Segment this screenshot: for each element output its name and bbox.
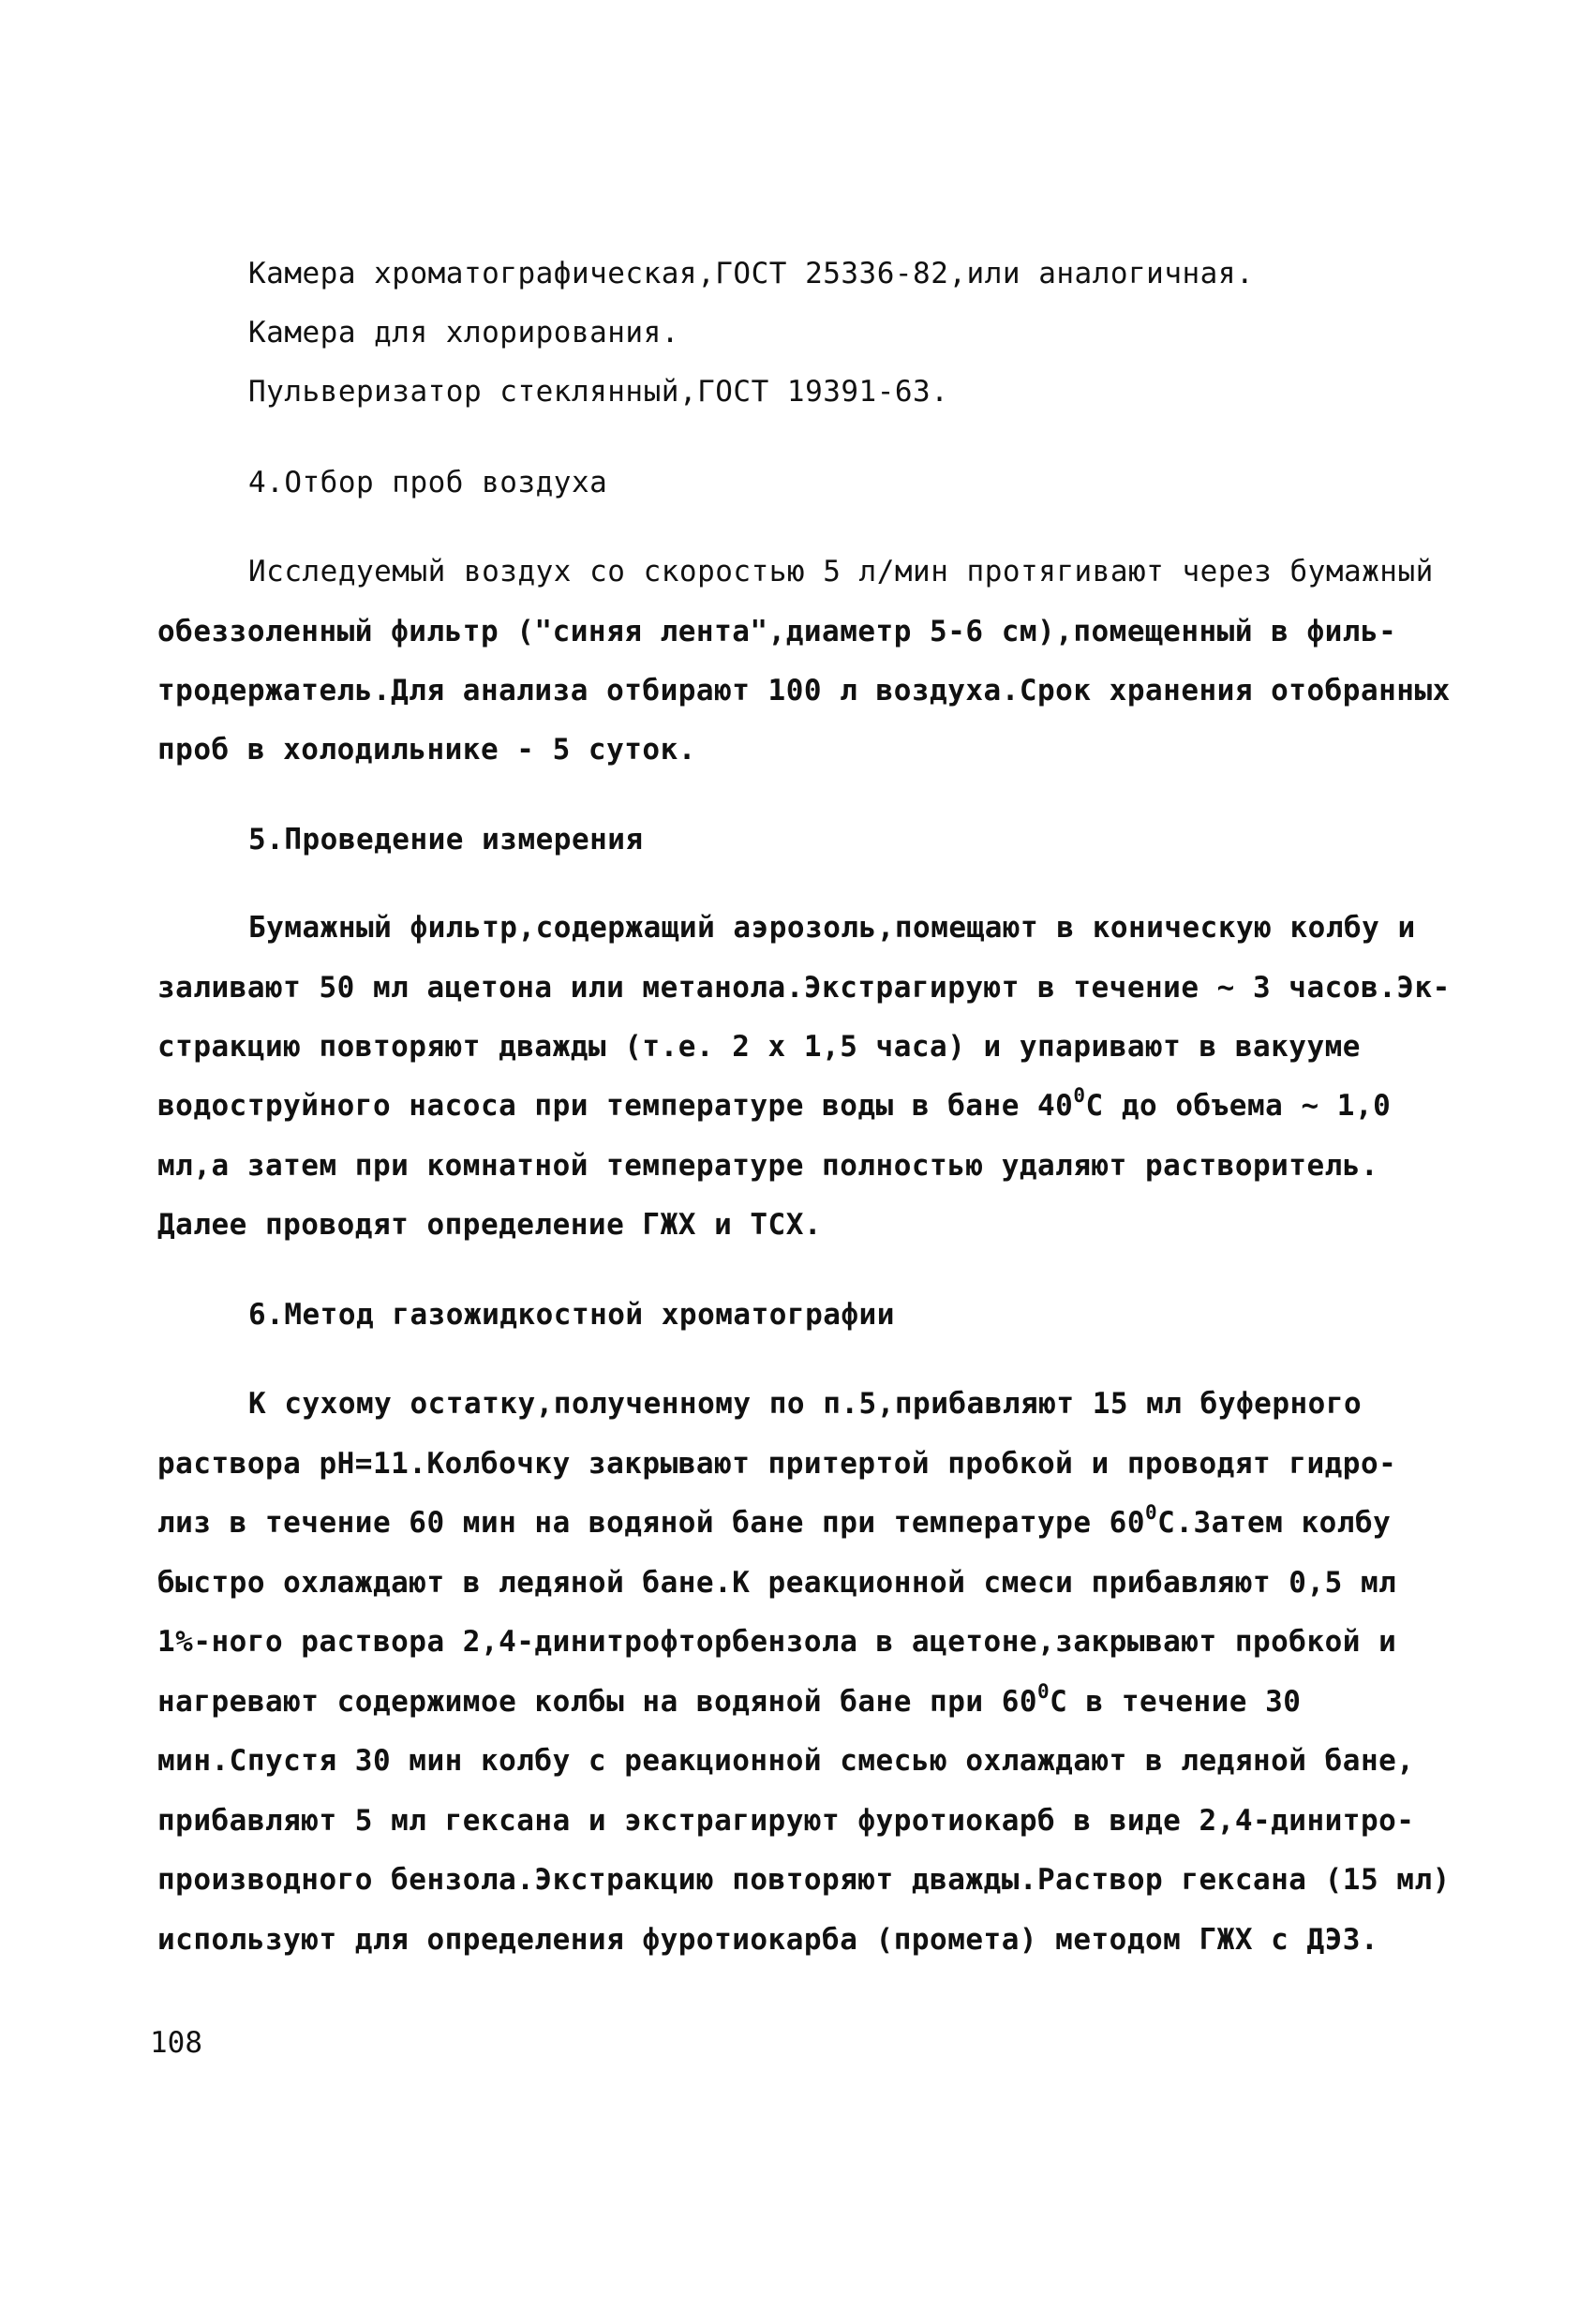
- section-6-line-10: используют для определения фуротиокарба (промета) методом ГЖХ с ДЭЗ.: [157, 1923, 1379, 1957]
- equipment-line-1: Камера хроматографическая,ГОСТ 25336-82,или аналогичная.: [248, 257, 1255, 290]
- section-6-line-6-end: С в течение 30: [1050, 1685, 1302, 1719]
- degree-superscript: 0: [1145, 1501, 1158, 1524]
- page-number: 108: [150, 2026, 202, 2060]
- section-6-line-3: [157, 1501, 1392, 1542]
- section-5-heading: 5.Проведение измерения: [248, 823, 644, 857]
- section-6-line-3-end: С.Затем колбу: [1157, 1506, 1392, 1540]
- degree-superscript: 0: [1037, 1680, 1050, 1703]
- section-6-heading: 6.Метод газожидкостной хроматографии: [248, 1298, 895, 1332]
- section-6-line-7: мин.Спустя 30 мин колбу с реакционной смесью охлаждают в ледяной бане,: [157, 1744, 1415, 1778]
- section-6-line-1: К сухому остатку,полученному по п.5,прибавляют 15 мл буферного: [248, 1387, 1363, 1421]
- equipment-line-3: Пульверизатор стеклянный,ГОСТ 19391-63.: [248, 375, 949, 409]
- degree-superscript: 0: [1073, 1084, 1086, 1107]
- section-5-line-2: заливают 50 мл ацетона или метанола.Экстрагируют в течение ~ 3 часов.Эк-: [157, 971, 1451, 1005]
- section-6-line-2: раствора рН=11.Колбочку закрывают притертой пробкой и проводят гидро-: [157, 1447, 1397, 1481]
- section-4-line-2: обеззоленный фильтр ("синяя лента",диаметр 5-6 см),помещенный в филь-: [157, 615, 1397, 648]
- section-6-line-9: производного бензола.Экстракцию повторяют дважды.Раствор гексана (15 мл): [157, 1863, 1451, 1897]
- section-5-line-1: Бумажный фильтр,содержащий аэрозоль,помещают в коническую колбу и: [248, 911, 1416, 945]
- section-4-line-1: Исследуемый воздух со скоростью 5 л/мин протягивают через бумажный: [248, 555, 1434, 588]
- section-6-line-6: [157, 1680, 1302, 1721]
- section-5-line-3: стракцию повторяют дважды (т.е. 2 х 1,5 часа) и упаривают в вакууме: [157, 1030, 1361, 1064]
- section-6-line-5: 1%-ного раствора 2,4-динитрофторбензола в ацетоне,закрывают пробкой и: [157, 1625, 1397, 1659]
- section-5-line-4: [157, 1084, 1392, 1125]
- section-6-line-6-start: нагревают содержимое колбы на водяной бане при 60: [157, 1685, 1038, 1719]
- section-5-line-5: мл,а затем при комнатной температуре полностью удаляют растворитель.: [157, 1149, 1379, 1183]
- section-5-line-4-end: С до объема ~ 1,0: [1085, 1089, 1392, 1123]
- section-6-line-8: прибавляют 5 мл гексана и экстрагируют фуротиокарб в виде 2,4-динитро-: [157, 1804, 1415, 1838]
- section-5-line-4-start: водоструйного насоса при температуре воды в бане 40: [157, 1089, 1074, 1123]
- section-6-line-4: быстро охлаждают в ледяной бане.К реакционной смеси прибавляют 0,5 мл: [157, 1566, 1397, 1600]
- section-4-line-4: проб в холодильнике - 5 суток.: [157, 733, 696, 767]
- section-4-line-3: тродержатель.Для анализа отбирают 100 л воздуха.Срок хранения отобранных: [157, 674, 1451, 708]
- section-5-line-6: Далее проводят определение ГЖХ и ТСХ.: [157, 1208, 823, 1242]
- section-6-line-3-start: лиз в течение 60 мин на водяной бане при температуре 60: [157, 1506, 1145, 1540]
- section-4-heading: 4.Отбор проб воздуха: [248, 466, 608, 499]
- equipment-line-2: Камера для хлорирования.: [248, 316, 679, 350]
